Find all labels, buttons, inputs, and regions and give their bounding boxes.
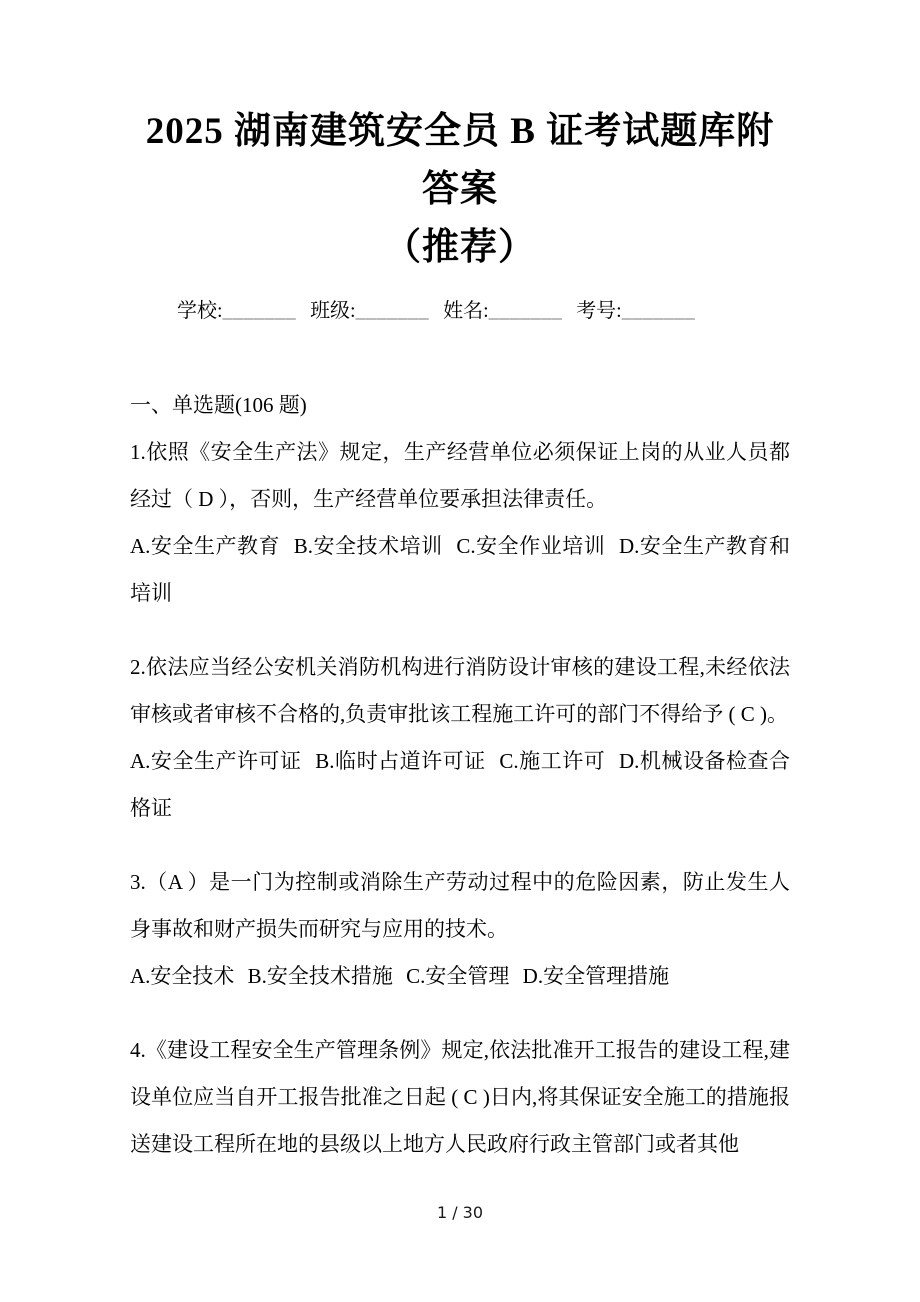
question-list bbox=[130, 382, 790, 1168]
name-blank-line: _______ bbox=[488, 300, 563, 322]
question-3-options: A.安全技术 B.安全技术措施 C.安全管理 D.安全管理措施 bbox=[130, 964, 670, 988]
school-blank-line: _______ bbox=[222, 300, 297, 322]
name-label: 姓名: bbox=[443, 300, 489, 322]
question-2-options: A.安全生产许可证 B.临时占道许可证 C.施工许可 D.机械设备检查合格证 bbox=[130, 749, 790, 820]
question-2-stem: 2.依法应当经公安机关消防机构进行消防设计审核的建设工程,未经依法审核或者审核不合格的,负责审批该工程施工许可的部门不得给予 ( C )。 bbox=[130, 655, 790, 726]
question-1-stem: 1.依照《安全生产法》规定，生产经营单位必须保证上岗的从业人员都经过（ D ），否则，生产经营单位要承担法律责任。 bbox=[130, 440, 790, 511]
question-4 bbox=[130, 1027, 790, 1168]
document-title bbox=[130, 103, 790, 277]
question-4-stem: 4.《建设工程安全生产管理条例》规定,依法批准开工报告的建设工程,建设单位应当自开工报告批准之日起 ( C )日内,将其保证安全施工的措施报送建设工程所在地的县级以上地方人民政府行政主管部门或者其他 bbox=[130, 1038, 790, 1156]
question-1-options: A.安全生产教育 B.安全技术培训 C.安全作业培训 D.安全生产教育和培训 bbox=[130, 534, 790, 605]
page-number-indicator: 1 / 30 bbox=[436, 1203, 484, 1222]
exam-number-field bbox=[576, 298, 695, 324]
class-label: 班级: bbox=[310, 300, 356, 322]
question-1 bbox=[130, 429, 790, 617]
exam-number-blank-line: _______ bbox=[621, 300, 696, 322]
page-footer bbox=[0, 1203, 920, 1222]
document-title-line-1: 2025 湖南建筑安全员 B 证考试题库附答案 bbox=[145, 111, 775, 210]
school-label: 学校: bbox=[177, 300, 223, 322]
name-field bbox=[443, 298, 562, 324]
school-field bbox=[177, 298, 296, 324]
class-field bbox=[310, 298, 429, 324]
student-info-row bbox=[130, 298, 790, 324]
document-title-line-2: （推荐） bbox=[384, 227, 536, 268]
exam-number-label: 考号: bbox=[576, 300, 622, 322]
class-blank-line: _______ bbox=[355, 300, 430, 322]
question-3 bbox=[130, 859, 790, 1000]
section-heading: 一、单选题(106 题) bbox=[130, 393, 307, 417]
question-3-stem: 3.（A ）是一门为控制或消除生产劳动过程中的危险因素，防止发生人身事故和财产损失而研究与应用的技术。 bbox=[130, 870, 790, 941]
question-2 bbox=[130, 644, 790, 832]
